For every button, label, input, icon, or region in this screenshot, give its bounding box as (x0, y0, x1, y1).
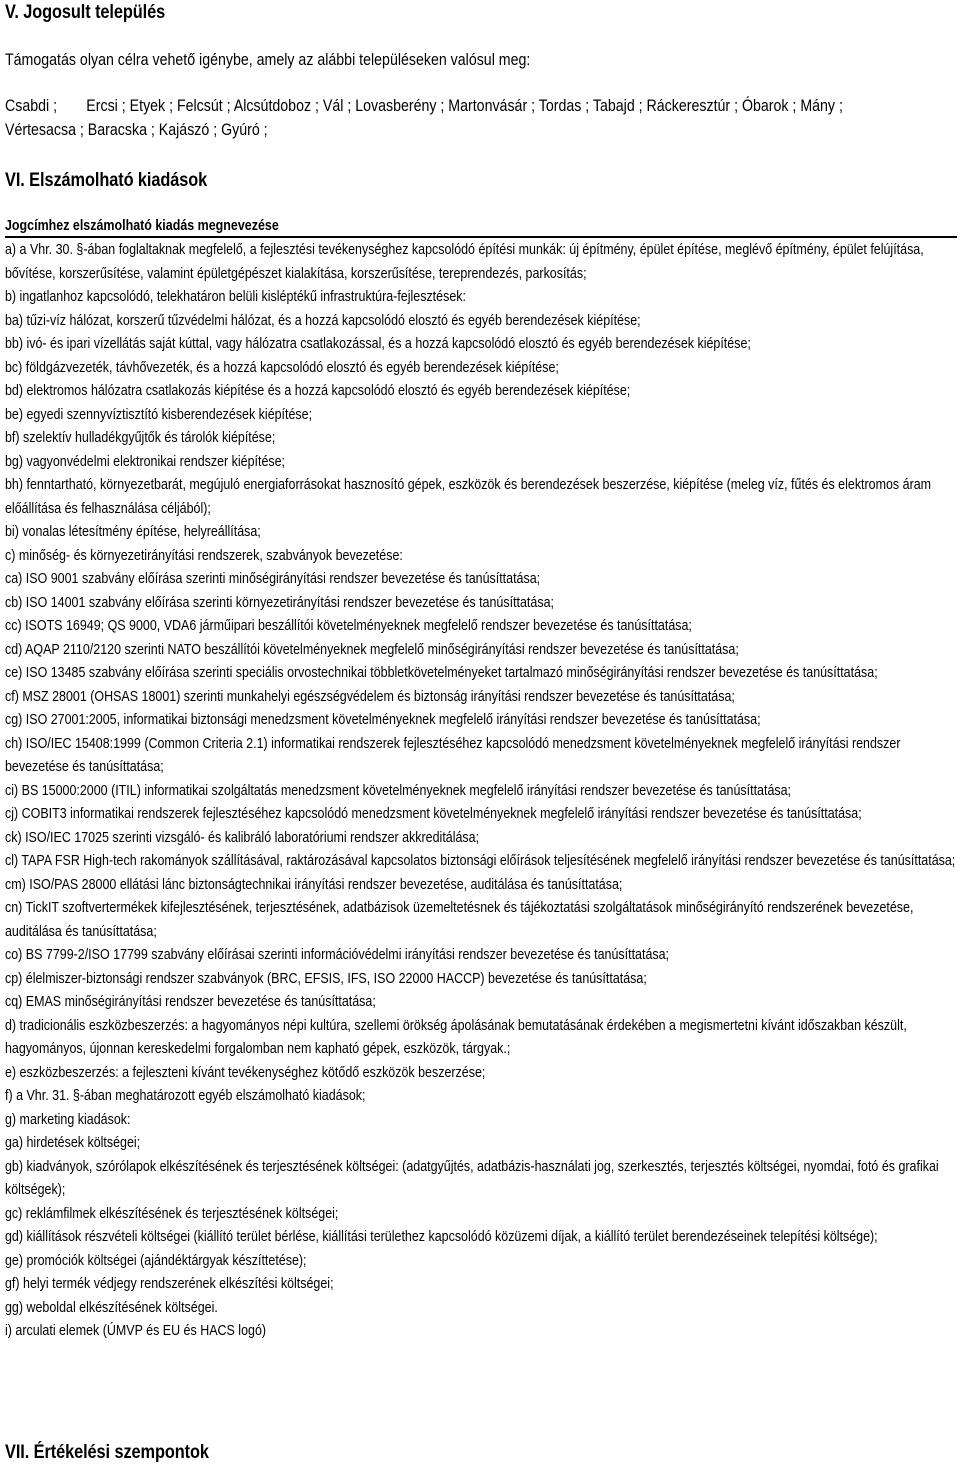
list-item: bf) szelektív hulladékgyűjtők és tárolók kiépítése; (5, 430, 276, 446)
list-item: e) eszközbeszerzés: a fejleszteni kívánt tevékenységhez kötődő eszközök beszerzése; (5, 1064, 486, 1081)
list-item: ch) ISO/IEC 15408:1999 (Common Criteria 2.1) informatikai rendszerek fejlesztéséhez kapcsolódó menedzsment követelményeknek megfelelő irányítási rendszer bevezetése és tanúsíttatása; (5, 735, 901, 775)
section-vii-title: VII. Értékelési szempontok (5, 1442, 209, 1463)
settlement-line2: Vértesacsa ; Baracska ; Kajászó ; Gyúró ; (5, 121, 268, 139)
list-item: b) ingatlanhoz kapcsolódó, telekhatáron belüli kisléptékű infrastruktúra-fejlesztések: (5, 289, 466, 305)
list-item: c) minőség- és környezetirányítási rendszerek, szabványok bevezetése: (5, 547, 403, 564)
list-item: cb) ISO 14001 szabvány előírása szerinti környezetirányítási rendszer bevezetése és tanúsíttatása; (5, 594, 554, 611)
list-item: cg) ISO 27001:2005, informatikai biztonsági menedzsment követelményeknek megfelelő irányítási rendszer bevezetése és tanúsíttatása; (5, 712, 761, 728)
settlement-first: Csabdi ; (5, 97, 58, 115)
list-item: ge) promóciók költségei (ajándéktárgyak készíttetése); (5, 1252, 307, 1269)
list-item: bi) vonalas létesítmény építése, helyreállítása; (5, 524, 261, 540)
settlement-list (5, 94, 951, 142)
list-item: g) marketing kiadások: (5, 1111, 131, 1128)
settlement-line1: Ercsi ; Etyek ; Felcsút ; Alcsútdoboz ; Vál ; Lovasberény ; Martonvásár ; Tordas ; Tabajd ; Ráckeresztúr ; Óbarok ; Mány ; (86, 97, 843, 115)
list-item: cj) COBIT3 informatikai rendszerek fejlesztéséhez kapcsolódó menedzsment követelményeknek megfelelő irányítási rendszer bevezetése és tanúsíttatása; (5, 806, 862, 822)
list-item: i) arculati elemek (ÚMVP és EU és HACS logó) (5, 1323, 267, 1339)
list-item: ck) ISO/IEC 17025 szerinti vizsgáló- és kalibráló laboratóriumi rendszer akkreditálása; (5, 829, 480, 846)
list-item: cc) ISOTS 16949; QS 9000, VDA6 járműipari beszállítói követelményeknek megfelelő rendszer bevezetése és tanúsíttatása; (5, 618, 692, 634)
list-item: ba) tűzi-víz hálózat, korszerű tűzvédelmi hálózat, és a hozzá kapcsolódó elosztó és egyéb berendezések kiépítése; (5, 312, 641, 329)
list-item: bb) ivó- és ipari vízellátás saját kúttal, vagy hálózatra csatlakozással, és a hozzá kapcsolódó elosztó és egyéb berendezések kiépítése; (5, 336, 751, 352)
support-text: Támogatás olyan célra vehető igénybe, amely az alábbi településeken valósul meg: (5, 51, 531, 69)
list-item: cn) TickIT szoftvertermékek kifejlesztésének, terjesztésének, adatbázisok üzemeltetésnek és tájékoztatási szolgáltatások minőségirányító rendszerének bevezetése, auditálása és tanúsíttatása; (5, 900, 914, 940)
list-item: cm) ISO/PAS 28000 ellátási lánc biztonságtechnikai irányítási rendszer bevezetése, auditálása és tanúsíttatása; (5, 876, 623, 893)
expense-table-heading: Jogcímhez elszámolható kiadás megnevezése (5, 218, 279, 234)
list-item: cf) MSZ 28001 (OHSAS 18001) szerinti munkahelyi egészségvédelem és biztonság irányítási rendszer bevezetése és tanúsíttatása; (5, 688, 735, 705)
list-item: be) egyedi szennyvíztisztító kisberendezések kiépítése; (5, 406, 313, 423)
list-item: gg) weboldal elkészítésének költségei. (5, 1299, 218, 1316)
expense-list (5, 239, 955, 1344)
list-item: cd) AQAP 2110/2120 szerinti NATO beszállítói követelményeknek megfelelő minőségirányítási rendszer bevezetése és tanúsíttatása; (5, 641, 739, 658)
list-item: d) tradicionális eszközbeszerzés: a hagyományos népi kultúra, szellemi örökség ápolásának bemutatásának érdekében a megismertetni kívánt időszakban készült, hagyományos, újonnan kereskedelmi forgalomban nem kapható gépek, eszközök, tárgyak.; (5, 1017, 907, 1057)
list-item: co) BS 7799-2/ISO 17799 szabvány előírásai szerinti információvédelmi irányítási rendszer bevezetése és tanúsíttatása; (5, 947, 670, 963)
heading-rule (5, 236, 957, 238)
list-item: cq) EMAS minőségirányítási rendszer bevezetése és tanúsíttatása; (5, 994, 376, 1010)
list-item: ca) ISO 9001 szabvány előírása szerinti minőségirányítási rendszer bevezetése és tanúsíttatása; (5, 571, 541, 587)
list-item: ce) ISO 13485 szabvány előírása szerinti speciális orvostechnikai többletkövetelményeket tartalmazó minőségirányítási rendszer bevezetése és tanúsíttatása; (5, 665, 878, 681)
list-item: gd) kiállítások részvételi költségei (kiállító terület bérlése, kiállítási területhez kapcsolódó közüzemi díjak, a kiállító terület berendezéseinek telepítési költsége); (5, 1229, 878, 1245)
list-item: bh) fenntartható, környezetbarát, megújuló energiaforrásokat hasznosító gépek, eszközök és berendezések beszerzése, kiépítése (meleg víz, fűtés és elektromos áram előállítása és felhasználása céljából); (5, 477, 932, 517)
list-item: gf) helyi termék védjegy rendszerének elkészítési költségei; (5, 1276, 334, 1292)
list-item: gb) kiadványok, szórólapok elkészítésének és terjesztésének költségei: (adatgyűjtés, adatbázis-használati jog, szerkesztés, terjesztés költségei, nyomdai, fotó és grafikai költségek); (5, 1158, 939, 1198)
list-item: ga) hirdetések költségei; (5, 1135, 141, 1151)
list-item: cl) TAPA FSR High-tech rakományok szállításával, raktározásával kapcsolatos biztonsági előírások teljesítésének megfelelő irányítási rendszer bevezetése és tanúsíttatása; (5, 853, 956, 869)
list-item: ci) BS 15000:2000 (ITIL) informatikai szolgáltatás menedzsment követelményeknek megfelelő irányítási rendszer bevezetése és tanúsíttatása; (5, 782, 792, 799)
list-item: bd) elektromos hálózatra csatlakozás kiépítése és a hozzá kapcsolódó elosztó és egyéb berendezések kiépítése; (5, 383, 631, 399)
section-vi-title: VI. Elszámolható kiadások (5, 170, 208, 191)
list-item: gc) reklámfilmek elkészítésének és terjesztésének költségei; (5, 1205, 339, 1222)
list-item: bc) földgázvezeték, távhővezeték, és a hozzá kapcsolódó elosztó és egyéb berendezések kiépítése; (5, 359, 559, 376)
list-item: f) a Vhr. 31. §-ában meghatározott egyéb elszámolható kiadások; (5, 1088, 366, 1104)
list-item: cp) élelmiszer-biztonsági rendszer szabványok (BRC, EFSIS, IFS, ISO 22000 HACCP) bevezetése és tanúsíttatása; (5, 970, 647, 987)
list-item: a) a Vhr. 30. §-ában foglaltaknak megfelelő, a fejlesztési tevékenységhez kapcsolódó építési munkák: új építmény, épület építése, meglévő építmény, épület felújítása, bővítése, korszerűsítése, valamint épületgépészet kialakítása, korszerűsítése, tereprendezés, parkosítás; (5, 242, 924, 282)
list-item: bg) vagyonvédelmi elektronikai rendszer kiépítése; (5, 453, 286, 470)
section-v-title: V. Jogosult település (5, 2, 166, 23)
